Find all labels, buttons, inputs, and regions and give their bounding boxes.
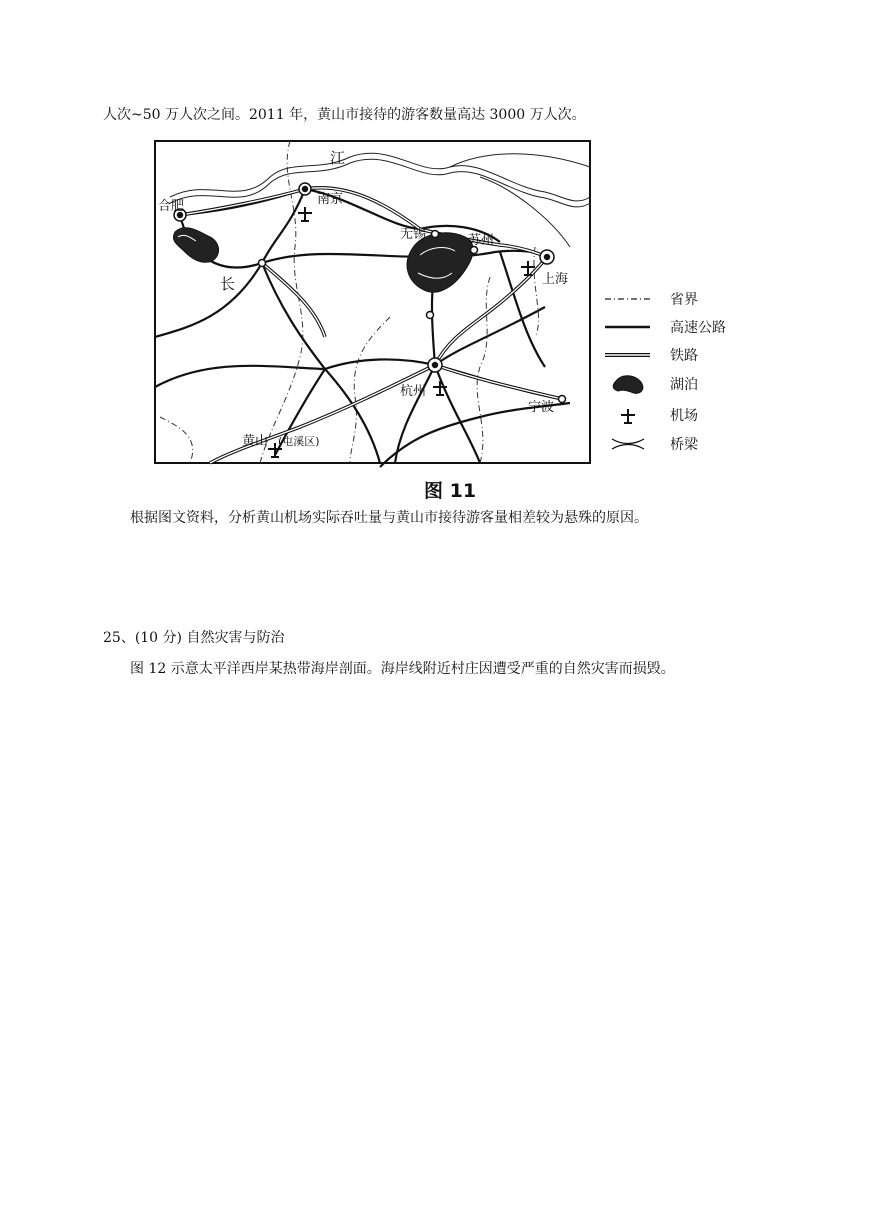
label-chang: 长 <box>220 275 236 293</box>
question-25-body: 图 12 示意太平洋西岸某热带海岸剖面。海岸线附近村庄因遭受严重的自然灾害而损毁。 <box>130 661 675 677</box>
junction-marker <box>427 312 434 319</box>
label-suzhou: 苏州 <box>468 233 495 248</box>
city-wuxi-marker <box>432 231 439 238</box>
figure-caption: 图 11 <box>424 480 477 502</box>
bridge-icon <box>612 439 644 449</box>
label-wuxi: 无锡 <box>400 227 427 242</box>
legend-label: 机场 <box>670 408 698 424</box>
label-nanjing: 南京 <box>317 192 344 207</box>
junction-marker <box>259 260 266 267</box>
legend-label: 湖泊 <box>670 377 698 393</box>
label-huangshan: 黄山 <box>242 434 269 449</box>
map-legend <box>605 291 726 453</box>
question-25-title: 25、(10 分) 自然灾害与防治 <box>103 630 285 646</box>
label-tunxi: (屯溪区) <box>278 435 320 448</box>
legend-label: 高速公路 <box>670 320 726 336</box>
question-text: 根据图文资料，分析黄山机场实际吞吐量与黄山市接待游客量相差较为悬殊的原因。 <box>130 510 648 526</box>
label-jiang: 江 <box>330 149 346 167</box>
label-hangzhou: 杭州 <box>400 384 427 399</box>
lake-icon <box>613 376 643 394</box>
legend-label: 铁路 <box>670 348 698 364</box>
map-frame <box>155 141 590 463</box>
legend-label: 省界 <box>670 292 698 308</box>
intro-text-line: 人次~50 万人次之间。2011 年，黄山市接待的游客数量高达 3000 万人次。 <box>103 107 586 123</box>
label-shanghai: 上海 <box>542 272 569 287</box>
airplane-icon <box>621 409 635 423</box>
label-ningbo: 宁波 <box>528 400 555 415</box>
map-figure-11 <box>150 137 740 482</box>
label-hefei: 合肥 <box>158 199 185 214</box>
city-ningbo-marker <box>559 396 566 403</box>
legend-label: 桥梁 <box>670 437 698 453</box>
